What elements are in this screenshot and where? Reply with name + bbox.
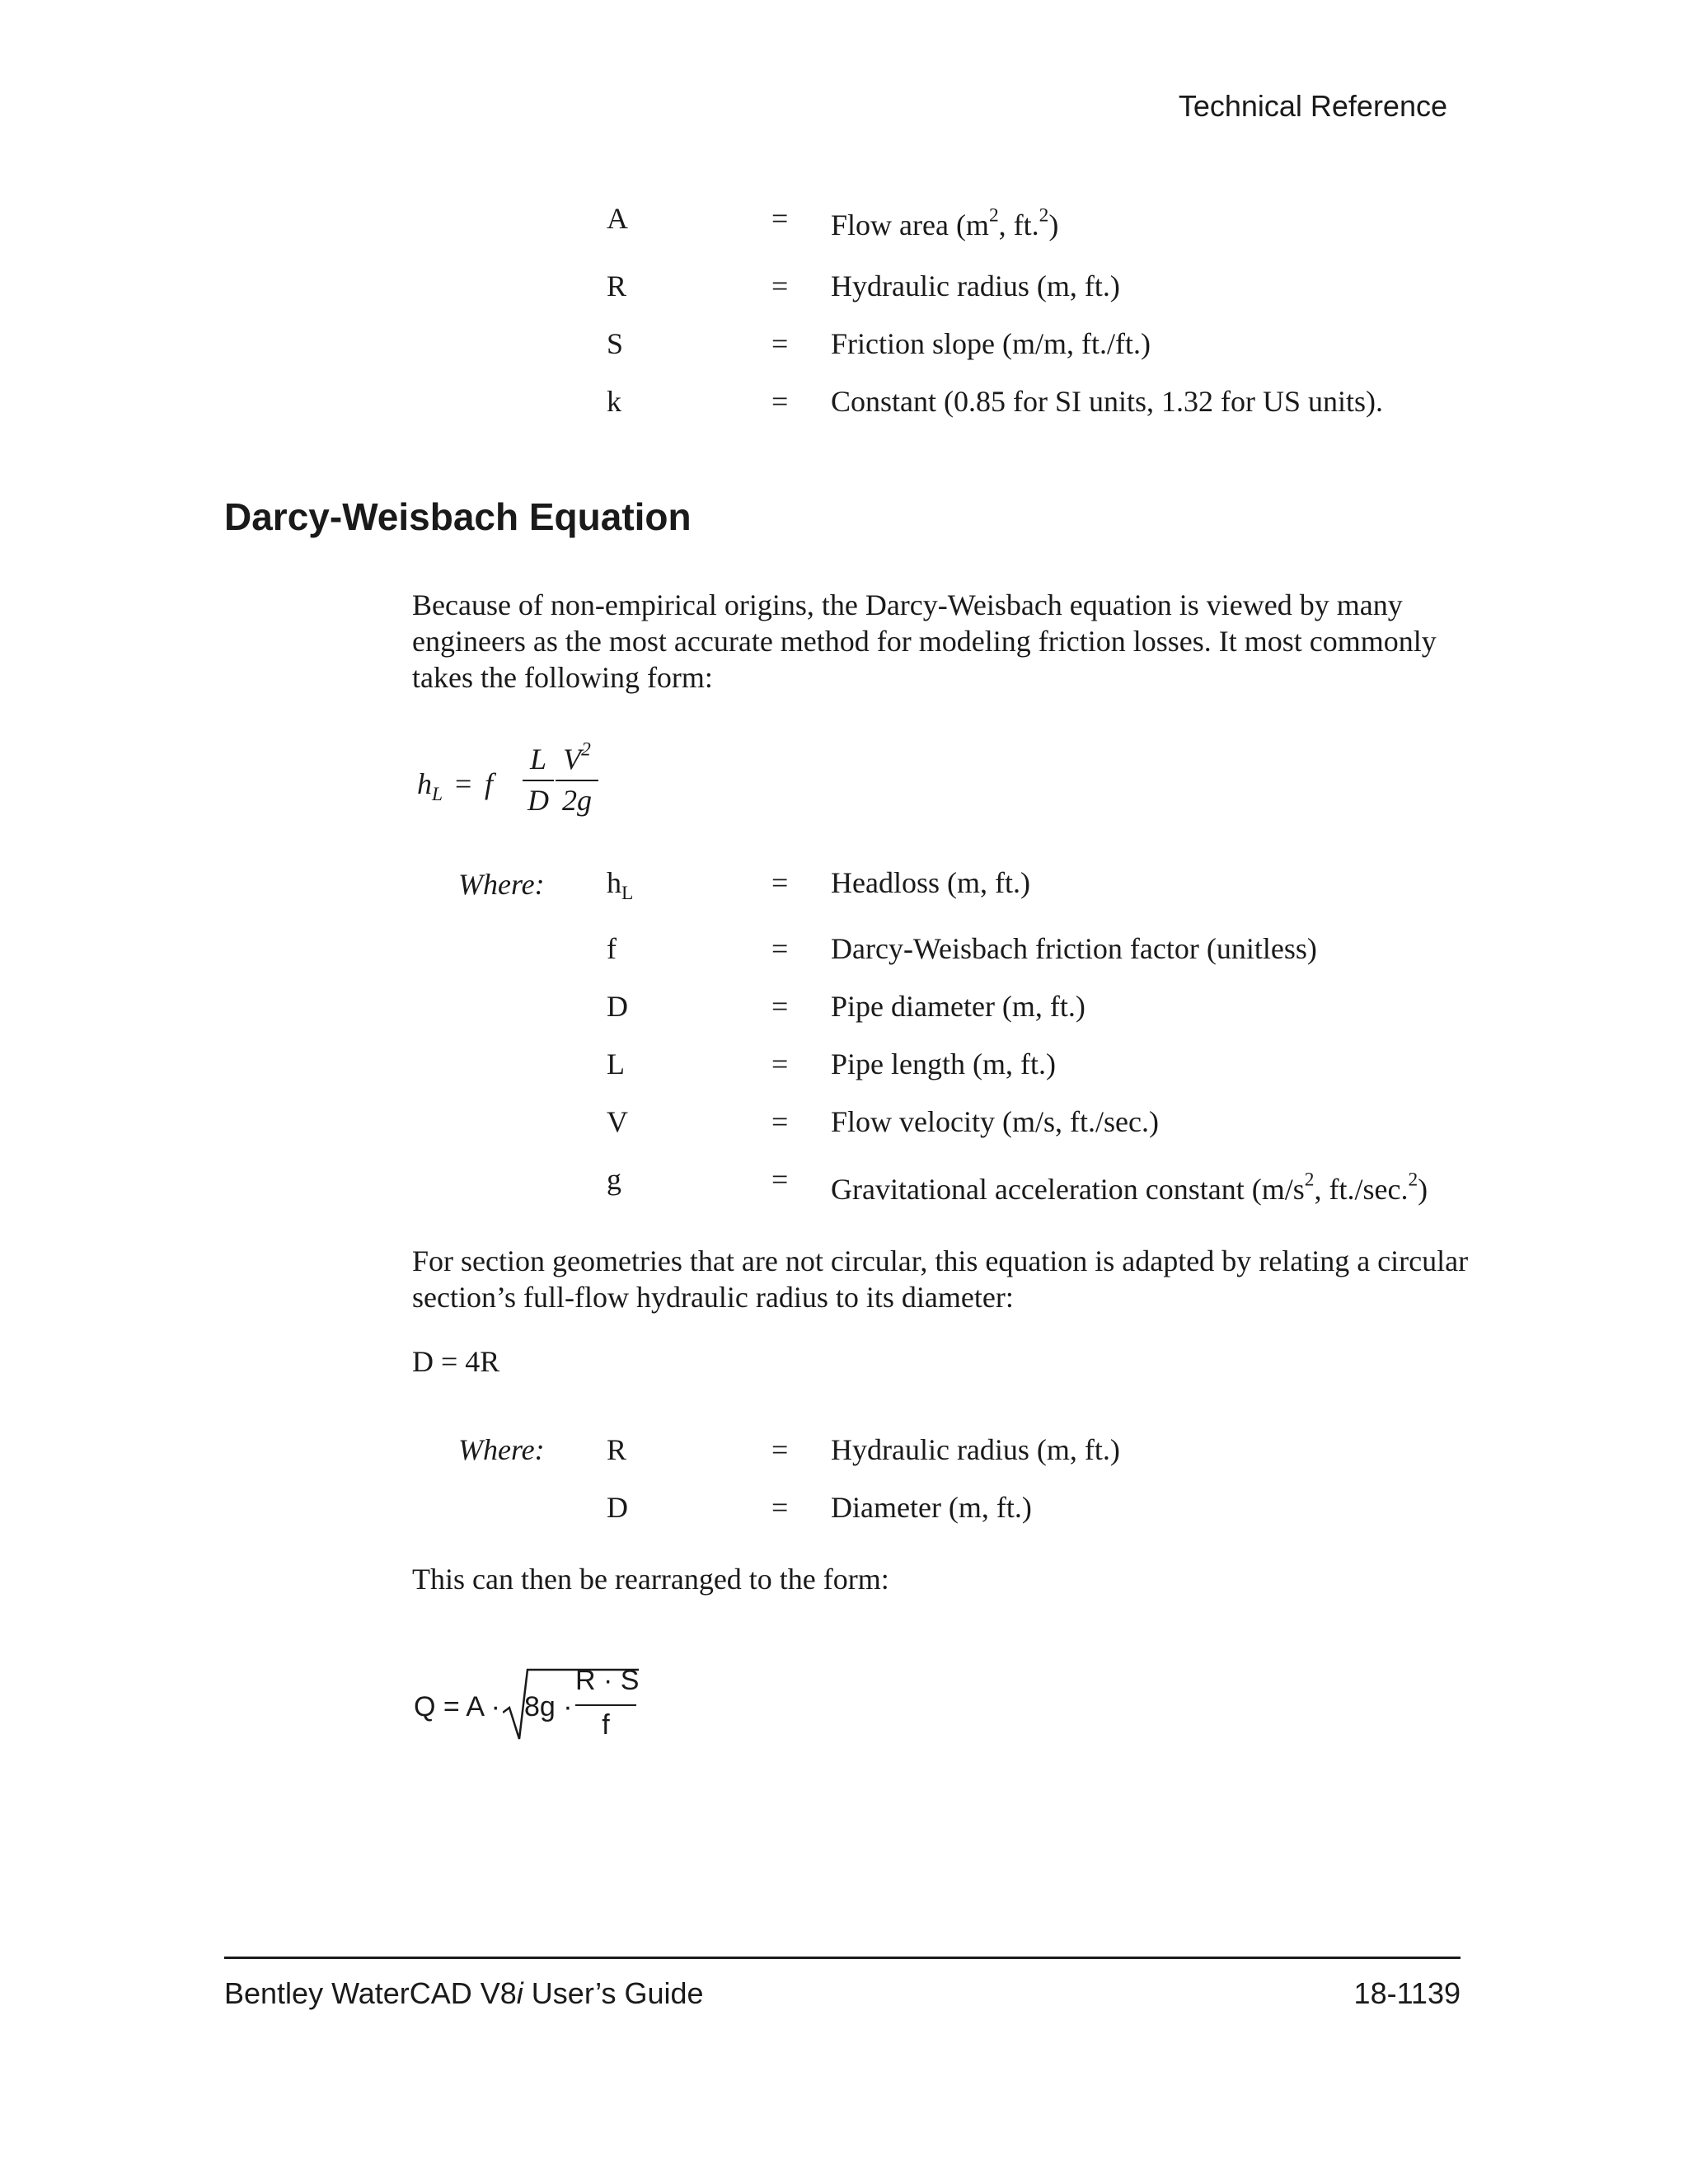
definition-equals: = [771, 385, 789, 418]
definition-row [607, 1104, 1688, 1154]
definition-description: Darcy-Weisbach friction factor (unitless) [831, 932, 1317, 965]
definition-symbol: $h_L$ [607, 866, 634, 905]
flow-formula-lhs: Q = A · [414, 1691, 500, 1722]
definition-equals: = [771, 932, 789, 965]
definition-symbol: A [607, 202, 628, 235]
definition-equals: = [771, 327, 789, 360]
definition-description: Pipe length (m, ft.) [831, 1047, 1056, 1080]
definition-symbol: g [607, 1163, 621, 1196]
formula-friction-factor: f [485, 767, 494, 800]
definition-symbol: f [607, 932, 617, 965]
definition-symbol: D [607, 1491, 628, 1524]
definition-row [607, 989, 1688, 1038]
definition-equals: = [771, 990, 789, 1023]
footer-guide-title: Bentley WaterCAD V8i User’s Guide [224, 1976, 704, 2010]
definition-symbol: k [607, 385, 621, 418]
intro-paragraph: Because of non-empirical origins, the Darcy-Weisbach equation is viewed by many engineers as the most accurate method for modeling friction losses. It most commonly takes the following form: [412, 588, 1437, 694]
definition-row [607, 1047, 1688, 1096]
definition-row [607, 269, 1688, 318]
definition-description: Flow area ($m^2$, ft.$^2$) [831, 204, 1059, 241]
definition-row [607, 1490, 1688, 1540]
definition-description: Diameter (m, ft.) [831, 1491, 1032, 1524]
definition-equals: = [771, 1163, 789, 1196]
formula-fraction-velocity-gravity: $V^2$ 2g [556, 742, 598, 819]
definition-description: Hydraulic radius (m, ft.) [831, 269, 1120, 302]
definition-row [607, 326, 1688, 376]
definition-symbol: D [607, 990, 628, 1023]
definition-description: Hydraulic radius (m, ft.) [831, 1433, 1120, 1466]
definition-row [607, 201, 1688, 251]
definition-description: Headloss (m, ft.) [831, 866, 1030, 899]
flow-formula-gravity-term: 8g · [524, 1691, 573, 1722]
definition-equals: = [771, 1047, 789, 1080]
definition-description: Friction slope (m/m, ft./ft.) [831, 327, 1151, 360]
definition-row [607, 1162, 1688, 1212]
where-label: Where: [458, 1433, 545, 1466]
definition-equals: = [771, 866, 789, 899]
definition-symbol: V [607, 1105, 628, 1138]
definition-row [607, 865, 1688, 915]
formula-headloss-symbol: $h_L$ [417, 767, 443, 806]
footer-rule [224, 1957, 1461, 1959]
geometry-paragraph: For section geometries that are not circular, this equation is adapted by relating a circular section’s full-flow hydraulic radius to its diameter: [412, 1244, 1469, 1314]
diameter-equation: D = 4R [412, 1345, 500, 1378]
section-heading: Darcy-Weisbach Equation [224, 495, 692, 538]
flow-formula-denominator: f [602, 1709, 610, 1741]
definition-equals: = [771, 269, 789, 302]
definition-description: Gravitational acceleration constant ($m/s^2$, ft./sec.$^2$) [831, 1169, 1428, 1206]
definition-description: Flow velocity (m/s, ft./sec.) [831, 1105, 1159, 1138]
formula-equals: = [455, 767, 472, 800]
definition-symbol: L [607, 1047, 625, 1080]
definition-equals: = [771, 1105, 789, 1138]
rearranged-paragraph: This can then be rearranged to the form: [412, 1563, 889, 1596]
definition-equals: = [771, 202, 789, 235]
definition-description: Pipe diameter (m, ft.) [831, 990, 1085, 1023]
flow-formula-fraction-bar [575, 1704, 636, 1706]
definition-row [607, 384, 1688, 434]
definition-symbol: R [607, 1433, 627, 1466]
running-header: Technical Reference [1178, 89, 1447, 123]
definition-symbol: S [607, 327, 624, 360]
definition-row [607, 931, 1688, 981]
definition-row [607, 1432, 1688, 1482]
definition-equals: = [771, 1491, 789, 1524]
definition-symbol: R [607, 269, 627, 302]
definition-equals: = [771, 1433, 789, 1466]
darcy-weisbach-formula [417, 738, 615, 832]
formula-fraction-length-diameter: L D [523, 742, 554, 819]
where-label: Where: [458, 868, 545, 901]
definition-description: Constant (0.85 for SI units, 1.32 for US units). [831, 385, 1383, 418]
flow-formula-numerator: R · S [575, 1665, 640, 1696]
footer-page-number: 18-1139 [1353, 1976, 1461, 2010]
flow-formula [414, 1665, 661, 1747]
